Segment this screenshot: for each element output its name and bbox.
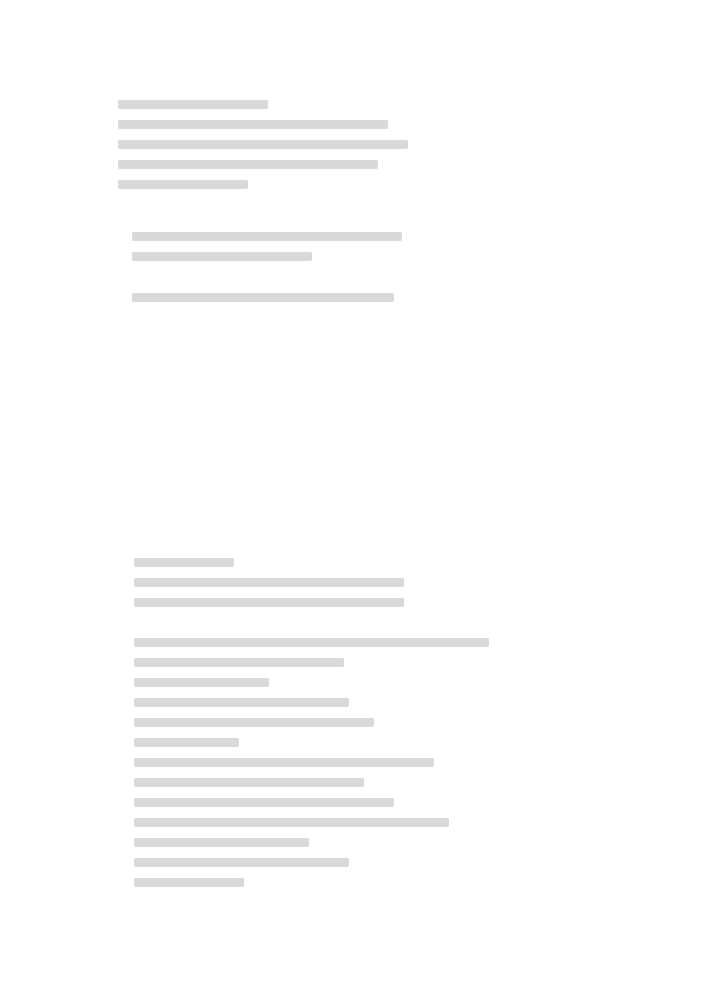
classification-block <box>132 232 412 272</box>
publication-row <box>134 798 394 807</box>
publication-row <box>134 718 374 727</box>
publication-row <box>134 838 309 847</box>
cip-number-line <box>132 293 412 313</box>
publication-row <box>134 698 349 707</box>
editors-block <box>134 558 454 618</box>
publication-row <box>134 778 364 787</box>
publication-row <box>134 638 489 647</box>
classification-line <box>132 232 402 241</box>
editor-row <box>134 598 404 607</box>
cip-line <box>118 120 388 129</box>
publication-row <box>134 658 344 667</box>
publication-row <box>134 858 349 867</box>
cip-line <box>118 180 248 189</box>
editor-row <box>134 578 404 587</box>
publication-row <box>134 678 269 687</box>
classification-line <box>132 252 312 261</box>
cip-line <box>118 140 408 149</box>
cip-heading <box>118 100 268 109</box>
publication-row <box>134 878 244 887</box>
cip-line <box>118 160 378 169</box>
publication-row <box>134 758 434 767</box>
editor-row <box>134 558 234 567</box>
publication-row <box>134 738 239 747</box>
publication-block <box>134 638 504 898</box>
publication-row <box>134 818 449 827</box>
cip-block <box>118 100 418 200</box>
